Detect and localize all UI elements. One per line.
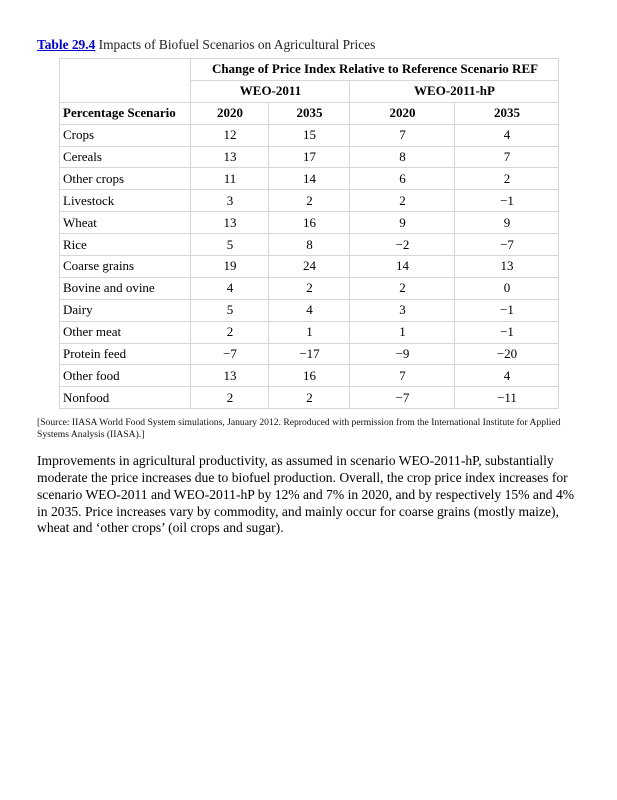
table-cell: 2	[269, 387, 350, 409]
table-cell: 14	[350, 256, 455, 278]
year-header: 2035	[455, 102, 559, 124]
table-row	[60, 190, 559, 212]
table-cell: 2	[191, 321, 269, 343]
table-cell: 7	[350, 124, 455, 146]
table-caption-text: Impacts of Biofuel Scenarios on Agricultural Prices	[98, 37, 376, 52]
table-cell: −1	[455, 321, 559, 343]
row-label: Wheat	[60, 212, 191, 234]
table-cell: −7	[191, 343, 269, 365]
table-cell: −9	[350, 343, 455, 365]
table-cell: 13	[191, 146, 269, 168]
table-row	[60, 277, 559, 299]
table-cell: 4	[455, 124, 559, 146]
table-cell: 7	[455, 146, 559, 168]
table-super-header-row	[60, 59, 559, 81]
table-cell: −2	[350, 234, 455, 256]
table-row	[60, 387, 559, 409]
table-row	[60, 168, 559, 190]
table-cell: 2	[269, 277, 350, 299]
table-cell: 7	[350, 365, 455, 387]
table-cell: −7	[455, 234, 559, 256]
table-cell: 5	[191, 234, 269, 256]
table-row	[60, 299, 559, 321]
year-header: 2020	[191, 102, 269, 124]
table-cell: −20	[455, 343, 559, 365]
source-note: [Source: IIASA World Food System simulations, January 2012. Reproduced with permission from the International Institute for Applied Systems Analysis (IIASA).]	[37, 417, 561, 441]
table-row	[60, 124, 559, 146]
table-cell: 8	[269, 234, 350, 256]
table-cell: 9	[455, 212, 559, 234]
table-cell: −11	[455, 387, 559, 409]
row-label: Other crops	[60, 168, 191, 190]
group-header-weo-2011-hp: WEO-2011-hP	[350, 80, 559, 102]
row-header-label: Percentage Scenario	[60, 102, 191, 124]
table-cell: −17	[269, 343, 350, 365]
table-cell: 2	[350, 190, 455, 212]
empty-corner-cell	[60, 59, 191, 103]
table-year-header-row	[60, 102, 559, 124]
table-cell: 16	[269, 212, 350, 234]
table-cell: 11	[191, 168, 269, 190]
body-paragraph: Improvements in agricultural productivity, as assumed in scenario WEO-2011-hP, substantially moderate the price increases due to biofuel production. Overall, the crop price index increases for scenario WEO-2011 and WEO-2011-hP by 12% and 7% in 2020, and by respectively 15% and 4% in 2035. Price increases vary by commodity, and mainly occur for coarse grains (mostly maize), wheat and ‘other crops’ (oil crops and sugar).	[37, 453, 575, 536]
table-row	[60, 256, 559, 278]
row-label: Other meat	[60, 321, 191, 343]
table-cell: 19	[191, 256, 269, 278]
year-header: 2035	[269, 102, 350, 124]
super-header: Change of Price Index Relative to Reference Scenario REF	[191, 59, 559, 81]
row-label: Nonfood	[60, 387, 191, 409]
table-row	[60, 212, 559, 234]
table-reference-link[interactable]: Table 29.4	[37, 37, 96, 52]
table-row	[60, 321, 559, 343]
row-label: Dairy	[60, 299, 191, 321]
table-cell: 13	[191, 365, 269, 387]
table-cell: 13	[191, 212, 269, 234]
table-cell: 3	[191, 190, 269, 212]
table-cell: 2	[269, 190, 350, 212]
table-cell: 15	[269, 124, 350, 146]
group-header-weo-2011: WEO-2011	[191, 80, 350, 102]
table-cell: 8	[350, 146, 455, 168]
row-label: Livestock	[60, 190, 191, 212]
row-label: Other food	[60, 365, 191, 387]
table-cell: 0	[455, 277, 559, 299]
table-cell: 13	[455, 256, 559, 278]
table-caption	[37, 36, 582, 54]
table-cell: 1	[350, 321, 455, 343]
row-label: Bovine and ovine	[60, 277, 191, 299]
table-cell: 4	[455, 365, 559, 387]
table-cell: 12	[191, 124, 269, 146]
table-cell: 2	[191, 387, 269, 409]
table-cell: 1	[269, 321, 350, 343]
table-row	[60, 234, 559, 256]
table-body	[60, 124, 559, 409]
table-cell: 2	[455, 168, 559, 190]
table-cell: 3	[350, 299, 455, 321]
table-cell: 4	[191, 277, 269, 299]
row-label: Cereals	[60, 146, 191, 168]
table-cell: 6	[350, 168, 455, 190]
table-row	[60, 343, 559, 365]
table-row	[60, 365, 559, 387]
table-cell: −1	[455, 299, 559, 321]
table-cell: 2	[350, 277, 455, 299]
document-page	[37, 36, 582, 537]
table-cell: 16	[269, 365, 350, 387]
table-cell: −7	[350, 387, 455, 409]
table-cell: 9	[350, 212, 455, 234]
row-label: Crops	[60, 124, 191, 146]
price-impact-table	[59, 58, 559, 409]
table-cell: 17	[269, 146, 350, 168]
row-label: Coarse grains	[60, 256, 191, 278]
year-header: 2020	[350, 102, 455, 124]
table-cell: 24	[269, 256, 350, 278]
row-label: Protein feed	[60, 343, 191, 365]
table-cell: 14	[269, 168, 350, 190]
table-cell: 4	[269, 299, 350, 321]
row-label: Rice	[60, 234, 191, 256]
table-row	[60, 146, 559, 168]
table-cell: 5	[191, 299, 269, 321]
table-cell: −1	[455, 190, 559, 212]
